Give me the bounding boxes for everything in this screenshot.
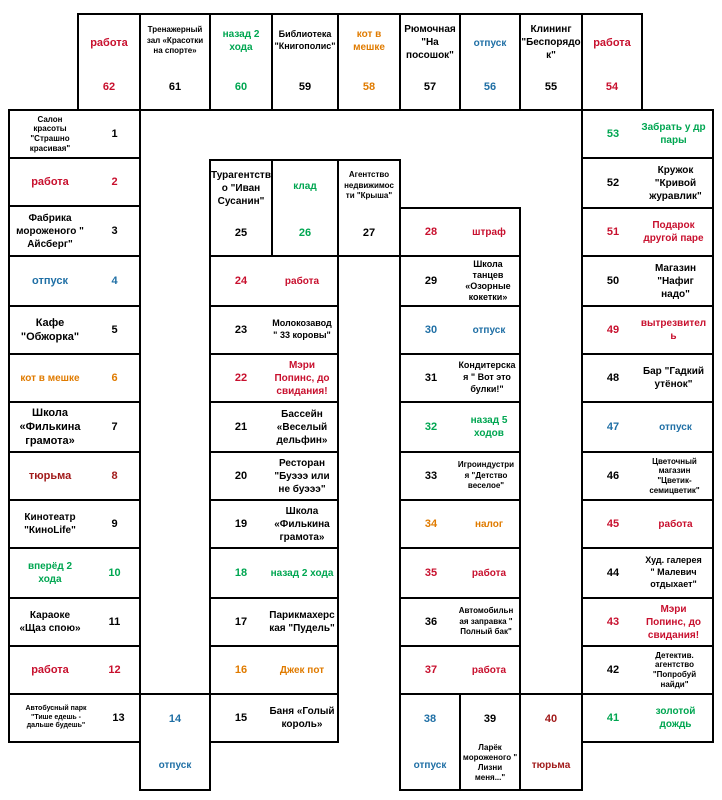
board-cell-46[interactable] [581,451,714,501]
cell-5-label: Кафе "Обжорка" [20,316,80,343]
cell-11-number: 11 [108,615,121,628]
cell-38-label: отпуск [413,759,447,771]
cell-30-number: 30 [424,323,438,336]
cell-8-number: 8 [111,469,118,482]
board-cell-60[interactable] [209,13,273,111]
cell-49-number: 49 [606,323,620,336]
board-cell-59[interactable] [271,13,339,111]
board-cell-26[interactable] [271,159,339,257]
cell-9-number: 9 [111,517,118,530]
board-cell-39[interactable] [459,693,521,791]
cell-47-number: 47 [606,420,620,433]
cell-7-label: Школа «Филькина грамота» [19,406,81,448]
board-cell-48[interactable] [581,353,714,403]
board-cell-50[interactable] [581,255,714,307]
board-cell-7[interactable] [8,401,141,453]
cell-53-number: 53 [606,127,620,140]
cell-45-number: 45 [606,517,620,530]
cell-25-label: Турагентств о "Иван Сусанин" [211,169,271,207]
board-cell-53[interactable] [581,109,714,159]
cell-12-number: 12 [108,663,121,676]
board-cell-61[interactable] [139,13,211,111]
cell-2-number: 2 [111,175,118,188]
cell-27-number: 27 [362,226,376,239]
cell-61-number: 61 [168,80,182,93]
board-cell-54[interactable] [581,13,643,111]
cell-40-label: тюрьма [531,759,571,771]
cell-4-number: 4 [111,274,118,287]
cell-18-number: 18 [234,566,248,579]
cell-45-label: работа [658,518,693,530]
board-cell-30[interactable] [399,305,521,355]
cell-41-label: золотой дождь [655,706,696,730]
cell-9-label: Кинотеатр "КиноLife" [24,512,76,536]
board-cell-17[interactable] [209,597,339,647]
cell-37-label: работа [471,664,507,676]
cell-1-number: 1 [111,127,118,140]
cell-32-label: назад 5 ходов [470,415,508,439]
cell-8-label: тюрьма [28,469,72,482]
board-cell-42[interactable] [581,645,714,695]
cell-23-number: 23 [234,323,248,336]
cell-42-label: Детектив. агентство "Попробуй найди" [652,650,697,689]
board-cell-29[interactable] [399,255,521,307]
cell-1-label: Салон красоты "Страшно красивая" [29,114,71,153]
board-cell-37[interactable] [399,645,521,695]
cell-34-number: 34 [424,517,438,530]
cell-41-number: 41 [606,711,620,724]
cell-31-label: Кондитерска я " Вот это булки!" [458,360,516,394]
cell-48-label: Бар "Гадкий утёнок" [642,366,705,390]
board-cell-32[interactable] [399,401,521,453]
cell-50-number: 50 [606,274,620,287]
board-cell-40[interactable] [519,693,583,791]
board-cell-18[interactable] [209,547,339,599]
board-cell-41[interactable] [581,693,714,743]
cell-3-label: Фабрика мороженого " Айсберг" [16,212,84,250]
cell-32-number: 32 [424,420,438,433]
board-cell-36[interactable] [399,597,521,647]
board-cell-22[interactable] [209,353,339,403]
board-cell-31[interactable] [399,353,521,403]
board-cell-21[interactable] [209,401,339,453]
cell-54-number: 54 [605,80,619,93]
board-cell-12[interactable] [8,645,141,695]
cell-21-label: Бассейн «Веселый дельфин» [276,408,328,446]
cell-22-number: 22 [234,371,248,384]
board-cell-44[interactable] [581,547,714,599]
cell-56-label: отпуск [473,37,507,49]
cell-37-number: 37 [424,663,438,676]
board-cell-2[interactable] [8,157,141,207]
board-cell-34[interactable] [399,499,521,549]
cell-28-number: 28 [424,225,438,238]
board-cell-24[interactable] [209,255,339,307]
cell-60-number: 60 [234,80,248,93]
cell-38-number: 38 [423,712,437,725]
board-cell-45[interactable] [581,499,714,549]
cell-27-label: Агентство недвижимос ти "Крыша" [344,170,394,201]
cell-6-number: 6 [111,371,118,384]
cell-19-label: Школа «Филькина грамота» [274,505,330,543]
board-cell-5[interactable] [8,305,141,355]
board-cell-1[interactable] [8,109,141,159]
board-cell-15[interactable] [209,693,339,743]
cell-4-label: отпуск [32,274,68,287]
cell-62-label: работа [90,36,128,49]
cell-58-label: кот в мешке [353,29,385,53]
cell-26-label: клад [293,180,317,192]
cell-17-label: Парикмахерс кая "Пудель" [269,610,335,634]
cell-52-label: Кружок "Кривой журавлик" [649,164,702,202]
board-cell-49[interactable] [581,305,714,355]
cell-29-label: Школа танцев «Озорные кокетки» [465,259,511,302]
cell-11-label: Караоке «Щаз спою» [19,610,81,634]
board-cell-47[interactable] [581,401,714,453]
cell-2-label: работа [31,175,69,188]
cell-46-label: Цветочный магазин "Цветик- семицветик" [649,456,700,495]
board-cell-55[interactable] [519,13,583,111]
cell-17-number: 17 [234,615,248,628]
board-cell-9[interactable] [8,499,141,549]
cell-23-label: Молокозавод " 33 коровы" [272,318,332,340]
cell-58-number: 58 [362,80,376,93]
board-cell-27[interactable] [337,159,401,257]
board-cell-51[interactable] [581,207,714,257]
cell-15-label: Баня «Голый король» [269,706,335,730]
cell-49-label: вытрезвител ь [640,318,707,342]
cell-40-number: 40 [544,712,558,725]
cell-39-number: 39 [483,712,497,725]
cell-55-label: Клининг "Беспорядо к" [521,23,581,61]
cell-43-label: Мэри Попинс, до свидания! [645,603,702,641]
cell-48-number: 48 [606,371,620,384]
board-cell-38[interactable] [399,693,461,791]
board-cell-52[interactable] [581,157,714,209]
board-cell-19[interactable] [209,499,339,549]
cell-30-label: отпуск [472,324,506,336]
cell-5-number: 5 [111,323,118,336]
cell-14-number: 14 [168,712,182,725]
cell-34-label: налог [474,518,504,530]
board-cell-16[interactable] [209,645,339,695]
cell-52-number: 52 [606,176,620,189]
cell-36-number: 36 [424,615,438,628]
cell-43-number: 43 [606,615,620,628]
board-cell-25[interactable] [209,159,273,257]
cell-35-label: работа [471,567,507,579]
cell-35-number: 35 [424,566,438,579]
cell-57-label: Рюмочная "На посошок" [404,23,456,61]
cell-22-label: Мэри Попинс, до свидания! [274,359,330,397]
cell-19-number: 19 [234,517,248,530]
cell-44-number: 44 [606,566,620,579]
cell-61-label: Тренажерный зал «Красотки на спорте» [146,25,204,56]
cell-59-label: Библиотека "Книгополис" [274,29,336,51]
cell-31-number: 31 [424,371,438,384]
cell-24-label: работа [284,275,320,287]
cell-59-number: 59 [298,80,312,93]
cell-13-label: Автобусный парк "Тише едешь - дальше будешь" [25,704,87,730]
cell-20-label: Ресторан "Буэээ или не буэээ" [274,457,330,495]
cell-50-label: Магазин "Нафиг надо" [654,262,697,300]
cell-47-label: отпуск [659,421,692,433]
cell-39-label: Ларёк мороженого " Лизни меня..." [462,743,518,782]
cell-18-label: назад 2 хода [270,567,334,579]
cell-10-label: вперёд 2 хода [27,561,73,585]
cell-33-number: 33 [424,469,438,482]
board-cell-6[interactable] [8,353,141,403]
cell-29-number: 29 [424,274,438,287]
board-cell-56[interactable] [459,13,521,111]
cell-10-number: 10 [108,566,121,579]
board-cell-3[interactable] [8,205,141,257]
cell-7-number: 7 [111,420,118,433]
board-cell-10[interactable] [8,547,141,599]
cell-25-number: 25 [234,226,248,239]
cell-36-label: Автомобильн ая заправка " Полный бак" [458,606,514,637]
cell-54-label: работа [593,36,631,49]
board-cell-58[interactable] [337,13,401,111]
cell-12-label: работа [31,663,69,676]
cell-56-number: 56 [483,80,497,93]
board-cell-43[interactable] [581,597,714,647]
cell-42-number: 42 [606,663,620,676]
cell-16-number: 16 [234,663,248,676]
cell-13-number: 13 [112,711,125,724]
cell-60-label: назад 2 хода [222,29,260,53]
board-cell-23[interactable] [209,305,339,355]
cell-26-number: 26 [298,226,312,239]
cell-57-number: 57 [423,80,437,93]
cell-28-label: штраф [472,226,506,238]
cell-20-number: 20 [234,469,248,482]
cell-6-label: кот в мешке [20,372,80,384]
board-cell-13[interactable] [8,693,141,743]
cell-51-number: 51 [606,225,620,238]
board-cell-4[interactable] [8,255,141,307]
board-cell-8[interactable] [8,451,141,501]
board-cell-62[interactable] [77,13,141,111]
cell-3-number: 3 [111,224,118,237]
cell-16-label: Джек пот [279,664,325,676]
cell-51-label: Подарок другой паре [643,220,704,244]
cell-46-number: 46 [606,469,620,482]
board-cell-28[interactable] [399,207,521,257]
board-cell-11[interactable] [8,597,141,647]
cell-15-number: 15 [234,711,248,724]
board-cell-33[interactable] [399,451,521,501]
cell-44-label: Худ. галерея " Малевич отдыхает" [645,555,702,589]
board-cell-20[interactable] [209,451,339,501]
cell-24-number: 24 [234,274,248,287]
cell-55-number: 55 [544,80,558,93]
board-cell-14[interactable] [139,693,211,791]
cell-21-number: 21 [234,420,248,433]
cell-53-label: Забрать у др пары [641,122,706,146]
cell-14-label: отпуск [158,759,192,771]
cell-62-number: 62 [102,80,116,93]
board-cell-57[interactable] [399,13,461,111]
board-cell-35[interactable] [399,547,521,599]
cell-33-label: Игроиндустри я "Детство веселое" [457,460,515,491]
